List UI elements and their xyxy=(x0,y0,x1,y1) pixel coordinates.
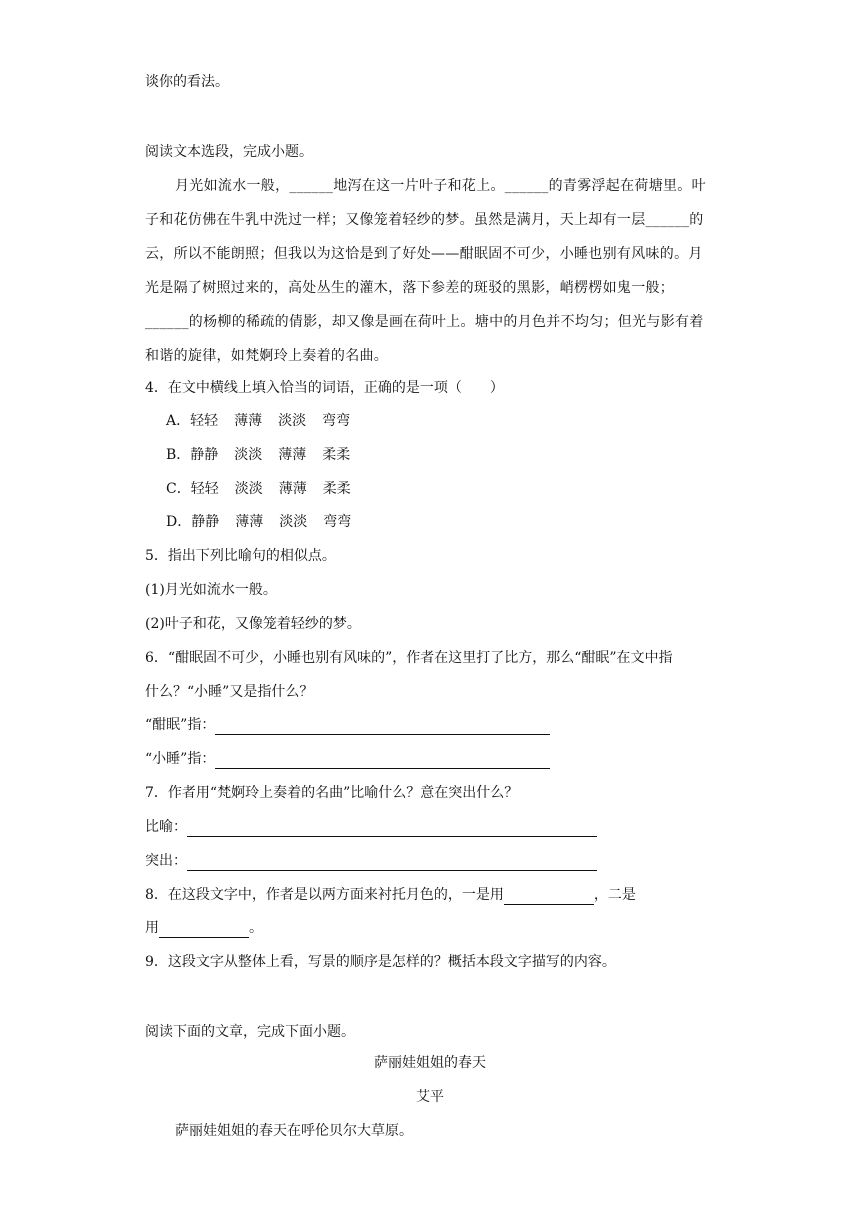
q8-text: ，二是 xyxy=(593,887,636,903)
q4-option-d[interactable] xyxy=(166,512,367,532)
q8-line2 xyxy=(145,918,263,938)
q8-text: 。 xyxy=(249,920,263,936)
article-author: 艾平 xyxy=(416,1089,444,1105)
answer-label: “酣眠”指： xyxy=(145,717,216,733)
option-word: 薄薄 xyxy=(234,413,263,429)
q6-answer-1 xyxy=(145,715,550,735)
q5-item-1: (1)月光如流水一般。 xyxy=(145,582,277,598)
answer-blank[interactable] xyxy=(504,890,594,905)
option-word: 薄薄 xyxy=(278,447,307,463)
option-word: 静静 xyxy=(190,447,219,463)
option-word: 静静 xyxy=(191,514,220,530)
article-first-line: 萨丽娃姐姐的春天在呼伦贝尔大草原。 xyxy=(175,1123,413,1139)
option-word: 弯弯 xyxy=(323,514,352,530)
q4-stem: 4．在文中横线上填入恰当的词语，正确的是一项（ ） xyxy=(145,380,504,396)
option-word: 淡淡 xyxy=(279,514,308,530)
answer-label: 突出： xyxy=(145,853,187,869)
top-line-text: 谈你的看法。 xyxy=(145,74,229,90)
option-label: D． xyxy=(166,514,192,530)
answer-blank[interactable] xyxy=(215,754,550,769)
answer-blank[interactable] xyxy=(187,822,597,837)
option-word: 淡淡 xyxy=(234,447,263,463)
section2-intro: 阅读下面的文章，完成下面小题。 xyxy=(145,1024,355,1040)
q6-answer-2 xyxy=(145,749,550,769)
q7-answer-2 xyxy=(145,851,597,871)
q4-option-c[interactable] xyxy=(166,479,367,499)
option-word: 柔柔 xyxy=(322,447,351,463)
answer-blank[interactable] xyxy=(159,923,249,938)
q8-text: 用 xyxy=(145,920,159,936)
option-word: 柔柔 xyxy=(322,481,351,497)
q4-option-b[interactable] xyxy=(166,445,366,465)
q5-item-2: (2)叶子和花，又像笼着轻纱的梦。 xyxy=(145,616,361,632)
passage-text: 月光如流水一般，______地泻在这一片叶子和花上。______的青雾浮起在荷塘里。叶子和花仿佛在牛乳中洗过一样；又像笼着轻纱的梦。虽然是满月，天上却有一层______的云，所以不能朗照；但我以为这恰是到了好处——酣眠固不可少，小睡也别有风味的。月光是隔了树照过来的，高处丛生的灌木，落下参差的斑驳的黑影，峭楞楞如鬼一般；______的杨柳的稀疏的倩影，却又像是画在荷叶上。塘中的月色并不均匀；但光与影有着和谐的旋律，如梵婀玲上奏着的名曲。 xyxy=(145,178,706,364)
option-word: 轻轻 xyxy=(190,481,219,497)
article-title: 萨丽娃姐姐的春天 xyxy=(374,1055,486,1071)
q8-text: 8．在这段文字中，作者是以两方面来衬托月色的，一是用 xyxy=(145,887,504,903)
q6-stem-line1: 6．“酣眠固不可少，小睡也别有风味的”，作者在这里打了比方，那么“酣眠”在文中指 xyxy=(145,650,673,666)
option-word: 淡淡 xyxy=(278,413,307,429)
option-label: A． xyxy=(166,413,191,429)
q8-line1 xyxy=(145,885,636,905)
option-label: B． xyxy=(166,447,191,463)
q6-stem-line2: 什么？“小睡”又是指什么？ xyxy=(145,684,314,700)
q7-answer-1 xyxy=(145,817,597,837)
q5-stem: 5．指出下列比喻句的相似点。 xyxy=(145,548,336,564)
option-label: C． xyxy=(166,481,191,497)
answer-blank[interactable] xyxy=(215,720,550,735)
section1-intro: 阅读文本选段，完成小题。 xyxy=(145,144,313,160)
answer-label: 比喻： xyxy=(145,819,187,835)
answer-label: “小睡”指： xyxy=(145,751,216,767)
option-word: 淡淡 xyxy=(234,481,263,497)
q7-stem: 7．作者用“梵婀玲上奏着的名曲”比喻什么？意在突出什么？ xyxy=(145,785,519,801)
option-word: 薄薄 xyxy=(278,481,307,497)
q4-option-a[interactable] xyxy=(166,411,366,431)
passage-paragraph xyxy=(145,169,715,373)
option-word: 轻轻 xyxy=(190,413,219,429)
option-word: 弯弯 xyxy=(322,413,351,429)
answer-blank[interactable] xyxy=(187,856,597,871)
option-word: 薄薄 xyxy=(235,514,264,530)
q9-stem: 9．这段文字从整体上看，写景的顺序是怎样的？概括本段文字描写的内容。 xyxy=(145,954,616,970)
